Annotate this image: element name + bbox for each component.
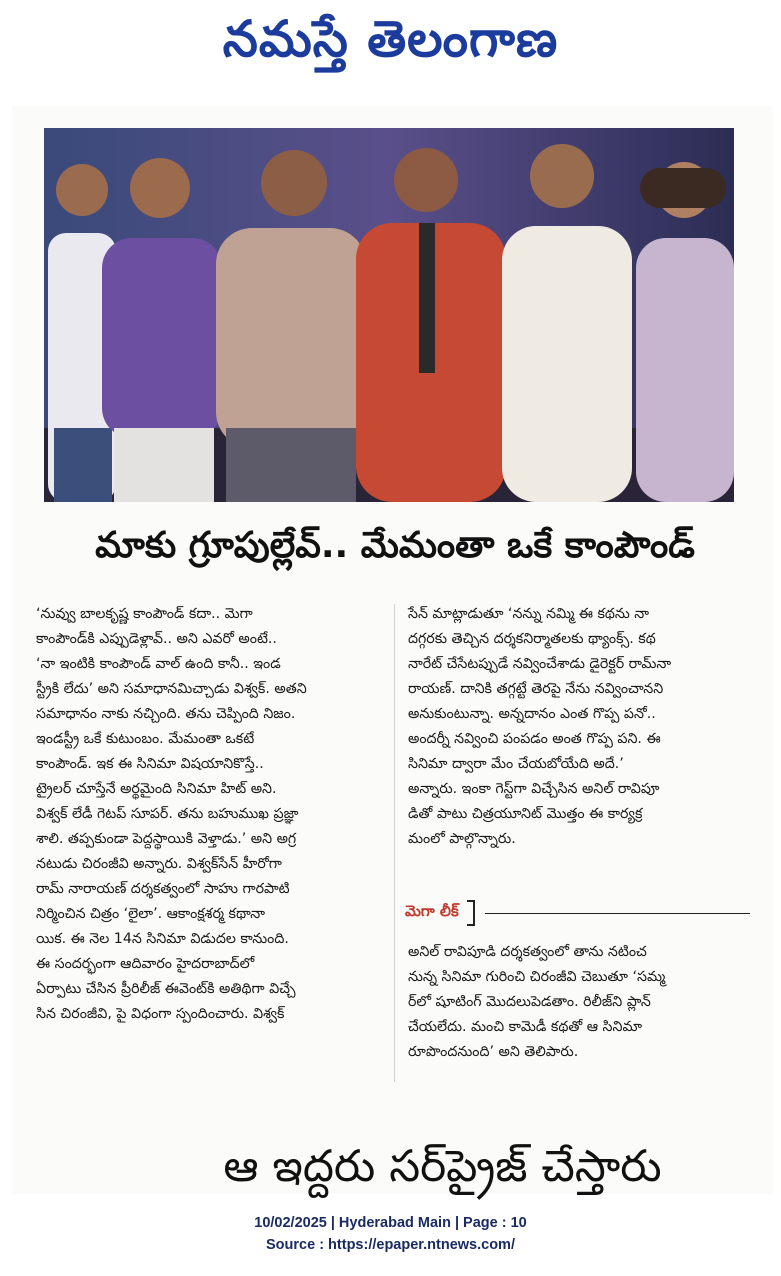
page-footer [0, 1212, 781, 1256]
article-headline-text: మాకు గ్రూపుల్లేవ్.. మేమంతా ఒకే కాంపౌండ్ [95, 525, 695, 566]
article-body-right-2: అనిల్ రావిపూడి దర్శకత్వంలో తాను నటించ నున్న సినిమా గురించి చిరంజీవి చెబుతూ ‘సమ్మ ర్‌లో షూటింగ్ మొదలుపెడతాం. రిలీజ్‌ని ప్లాన్ చేయలేదు. మంచి కామెడీ కథతో ఆ సినిమా రూపొందనుంది’ అని తెలిపారు. [408, 944, 666, 1060]
footer-date-edition: 10/02/2025 | Hyderabad Main | Page : 10 [254, 1215, 527, 1231]
next-article-headline-text: ఆ ఇద్దరు సర్‌ప్రైజ్ చేస్తారు [223, 1141, 662, 1192]
next-article-headline [110, 1140, 775, 1204]
subheading-bracket [467, 900, 475, 926]
article-headline [30, 520, 760, 580]
article-body-right: సేన్ మాట్లాడుతూ ‘నన్ను నమ్మి ఈ కథను నా దగ్గరకు తెచ్చిన దర్శకనిర్మాతలకు థ్యాంక్స్. కథ నారేట్ చేసేటప్పుడే నవ్వించేశాడు డైరెక్టర్ రామ్‌నా రాయణ్. దానికి తగ్గట్టే తెరపై నేను నవ్వించానని అనుకుంటున్నా. అన్నదానం ఎంత గొప్ప పనో.. అందర్నీ నవ్వించి పంపడం అంత గొప్ప పని. ఈ సినిమా ద్వారా మేం చేయబోయేది అదే.’ అన్నారు. ఇంకా గెస్ట్‌గా విచ్చేసిన అనిల్ రావిపూ డితో పాటు చిత్రయూనిట్ మొత్తం ఈ కార్యక్ర మంలో పాల్గొన్నారు. [408, 606, 672, 847]
article-column-right-continued [408, 940, 748, 1065]
event-photo [44, 128, 734, 502]
subheading-label: మెగా లీక్ [405, 902, 459, 920]
article-column-right [408, 602, 748, 852]
event-photo-illustration [44, 128, 734, 502]
masthead [0, 0, 781, 90]
subheading [405, 898, 750, 928]
masthead-title: నమస్తే తెలంగాణ [222, 9, 559, 68]
column-divider [394, 604, 395, 1082]
article-body-left: ‘నువ్వు బాలకృష్ణ కాంపౌండ్ కదా.. మెగా కాంపౌండ్‌కి ఎప్పుడెళ్లావ్.. అని ఎవరో అంటే.. ‘నా ఇంటికి కాంపౌండ్ వాల్ ఉంది కానీ.. ఇండ స్ట్రీకి లేదు’ అని సమాధానమిచ్చాడు విశ్వక్. అతని సమాధానం నాకు నచ్చింది. తను చెప్పింది నిజం. ఇండస్ట్రీ ఒకే కుటుంబం. మేమంతా ఒకటే కాంపౌండ్. ఇక ఈ సినిమా విషయానికొస్తే.. ట్రైలర్ చూస్తేనే అర్థమైంది సినిమా హిట్ అని. విశ్వక్ లేడీ గెటప్ సూపర్. తను బహుముఖ ప్రజ్ఞా శాలి. తప్పకుండా పెద్దస్థాయికి వెళ్తాడు.’ అని అగ్ర నటుడు చిరంజీవి అన్నారు. విశ్వక్‌సేన్ హీరోగా రామ్ నారాయణ్ దర్శకత్వంలో సాహు గారపాటి నిర్మించిన చిత్రం ‘లైలా’. ఆకాంక్షశర్మ కథానా యిక. ఈ నెల 14న సినిమా విడుదల కానుంది. ఈ సందర్భంగా ఆదివారం హైదరాబాద్‌లో ఏర్పాటు చేసిన ప్రీరిలీజ్ ఈవెంట్‌కి అతిథిగా విచ్చే సిన చిరంజీవి, పై విధంగా స్పందించారు. విశ్వక్ [36, 606, 307, 1022]
footer-source: Source : https://epaper.ntnews.com/ [266, 1237, 515, 1253]
article-column-left [36, 602, 380, 1027]
subheading-rule [485, 913, 750, 914]
